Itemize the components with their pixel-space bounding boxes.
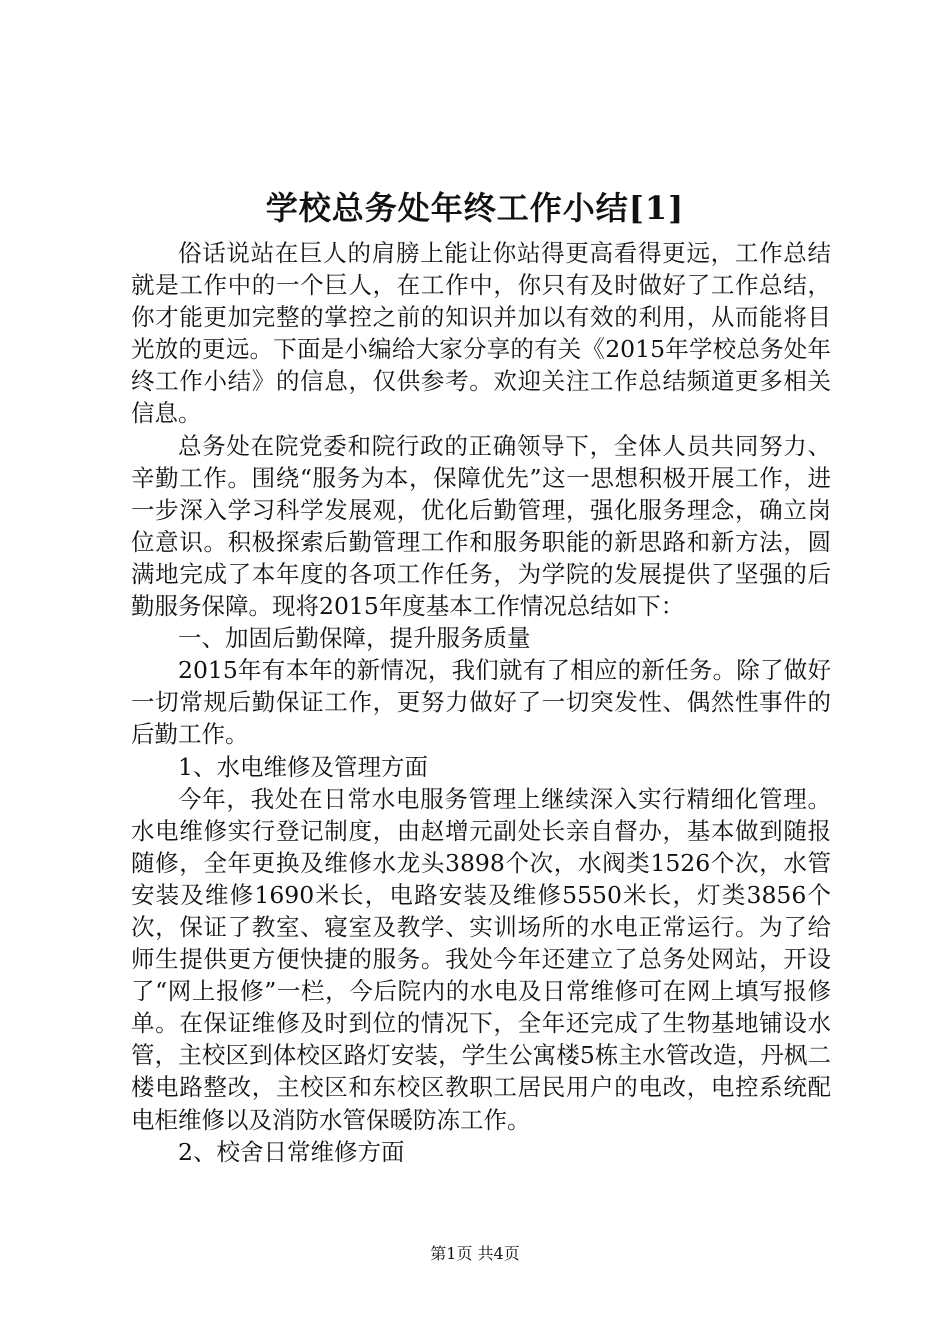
paragraph-overview: 总务处在院党委和院行政的正确领导下，全体人员共同努力、辛勤工作。围绕“服务为本，保障优先”这一思想积极开展工作，进一步深入学习科学发展观，优化后勤管理，强化服务理念，确立岗位意识。积极探索后勤管理工作和服务职能的新思路和新方法，圆满地完成了本年度的各项工作任务，为学院的发展提供了坚强的后勤服务保障。现将2015年度基本工作情况总结如下： [131,431,831,621]
subsection-heading-2: 2、校舍日常维修方面 [178,1137,405,1166]
subsection-heading-1: 1、水电维修及管理方面 [178,752,428,781]
document-body [131,237,831,1168]
document-title: 学校总务处年终工作小结[1] [265,189,685,227]
paragraph-section-1: 2015年有本年的新情况，我们就有了相应的新任务。除了做好一切常规后勤保证工作，更努力做好了一切突发性、偶然性事件的后勤工作。 [131,656,831,749]
section-heading-1: 一、加固后勤保障，提升服务质量 [178,624,531,653]
page-number-footer: 第1页 共4页 [430,1244,520,1263]
paragraph-intro: 俗话说站在巨人的肩膀上能让你站得更高看得更远，工作总结就是工作中的一个巨人，在工作中，你只有及时做好了工作总结，你才能更加完整的掌控之前的知识并加以有效的利用，从而能将目光放的更远。下面是小编给大家分享的有关《2015年学校总务处年终工作小结》的信息，仅供参考。欢迎关注工作总结频道更多相关信息。 [131,239,831,428]
paragraph-subsection-1: 今年，我处在日常水电服务管理上继续深入实行精细化管理。水电维修实行登记制度，由赵增元副处长亲自督办，基本做到随报随修，全年更换及维修水龙头3898个次，水阀类1526个次，水管安装及维修1690米长，电路安装及维修5550米长，灯类3856个次，保证了教室、寝室及教学、实训场所的水电正常运行。为了给师生提供更方便快捷的服务。我处今年还建立了总务处网站，开设了“网上报修”一栏，今后院内的水电及日常维修可在网上填写报修单。在保证维修及时到位的情况下，全年还完成了生物基地铺设水管，主校区到体校区路灯安装，学生公寓楼5栋主水管改造，丹枫二楼电路整改，主校区和东校区教职工居民用户的电改，电控系统配电柜维修以及消防水管保暖防冻工作。 [131,784,831,1134]
